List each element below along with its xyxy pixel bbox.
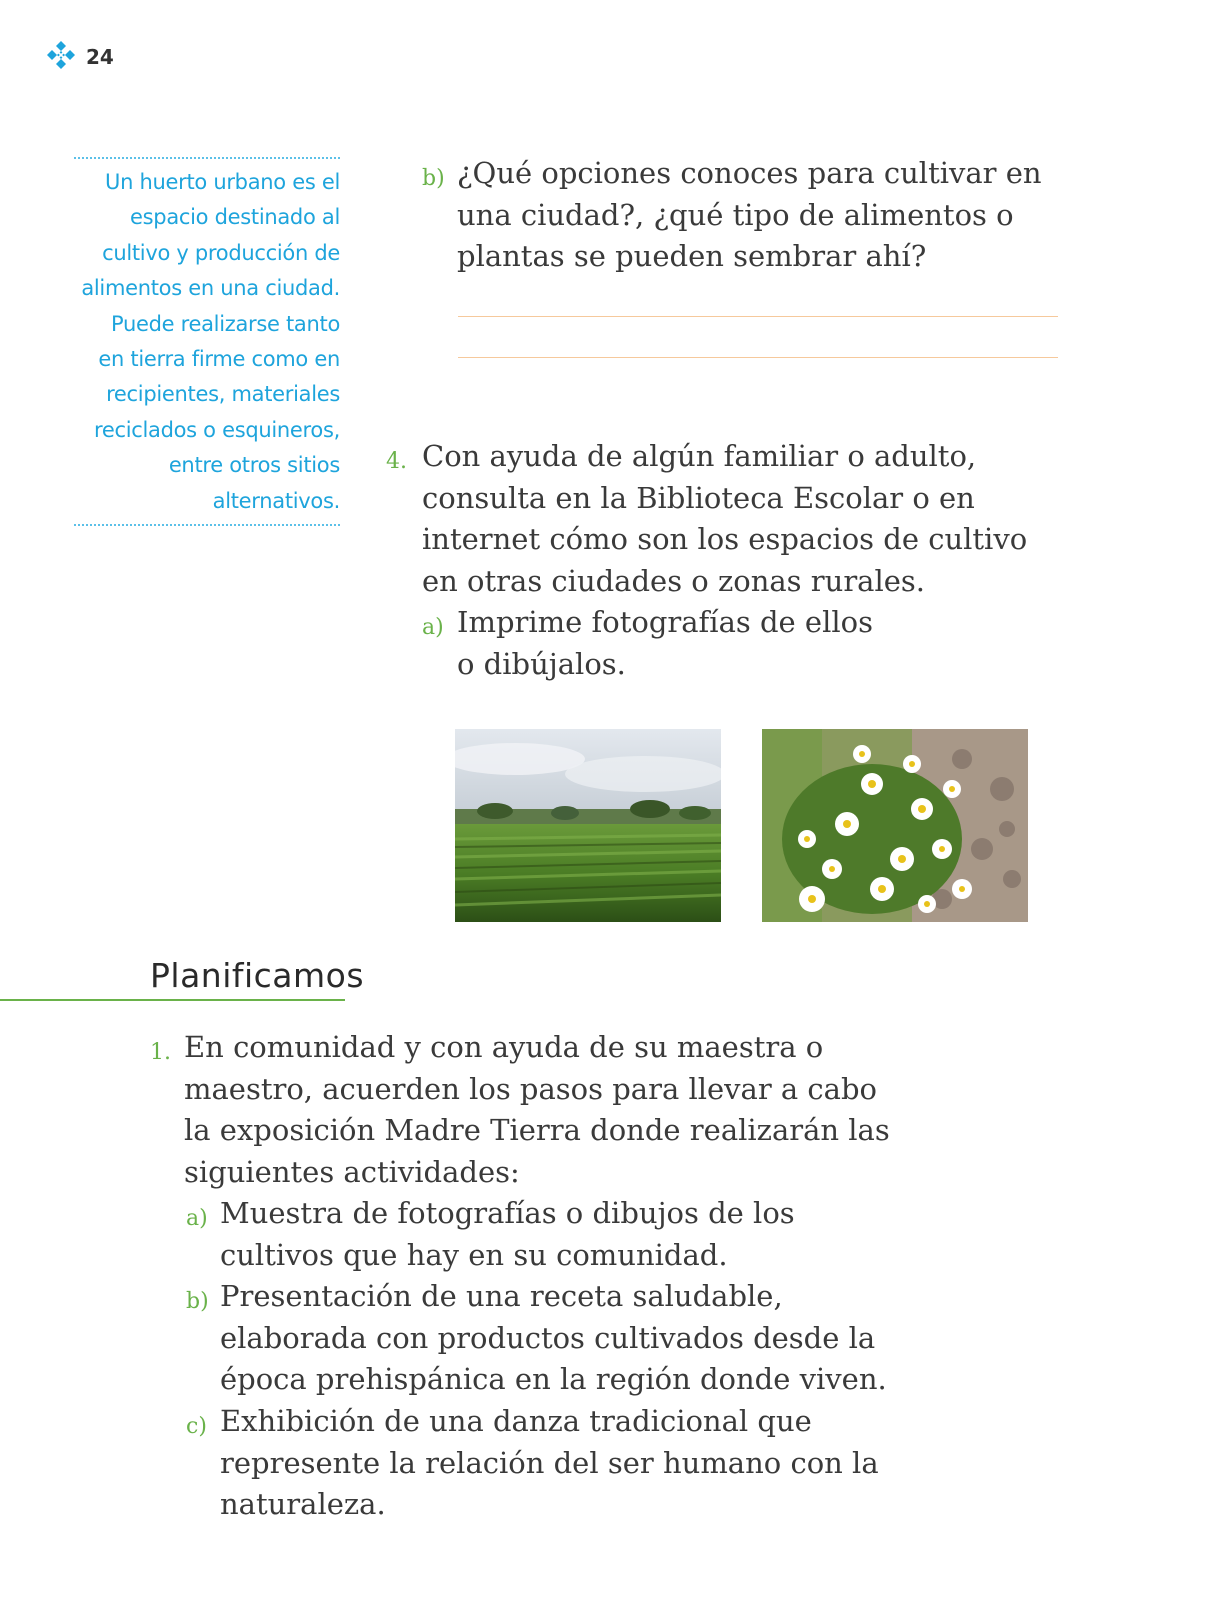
question-4-marker: 4. [386,449,407,474]
sidebar-line: alternativos. [212,488,340,513]
text-line: Imprime fotografías de ellos [457,605,873,639]
question-4a-text [457,602,873,685]
question-4-text [422,436,1027,602]
text-line: Exhibición de una danza tradicional que [220,1404,812,1438]
text-line: una ciudad?, ¿qué tipo de alimentos o [457,197,1014,232]
crop-field-photo [455,729,721,922]
text-line: Muestra de fotografías o dibujos de los [220,1196,795,1230]
sidebar-line: entre otros sitios [168,453,340,478]
question-b-text [457,153,1042,278]
text-line: En comunidad y con ayuda de su maestra o [184,1030,824,1064]
text-line: Presentación de una receta saludable, [220,1279,783,1313]
item-1-text [184,1027,890,1193]
cross-knot-icon [46,40,76,70]
answer-line-2[interactable] [458,357,1058,358]
text-line: en otras ciudades o zonas rurales. [422,563,926,598]
sidebar-line: reciclados o esquineros, [93,417,340,442]
text-line: represente la relación del ser humano con la [220,1445,879,1480]
item-1b-marker: b) [186,1289,209,1314]
question-4a-marker: a) [422,615,444,640]
sidebar-top-rule [74,157,340,159]
page-number: 24 [86,45,114,69]
item-1c-marker: c) [186,1414,207,1439]
text-line: ¿Qué opciones conoces para cultivar en [457,156,1042,190]
question-b-marker: b) [422,166,445,191]
item-1-marker: 1. [150,1040,171,1065]
item-1c-text [220,1401,879,1526]
sidebar-line: alimentos en una ciudad. [81,276,340,301]
item-1a-marker: a) [186,1206,208,1231]
sidebar-line: cultivo y producción de [102,240,340,265]
text-line: consulta en la Biblioteca Escolar o en [422,480,975,515]
text-line: elaborada con productos cultivados desde la [220,1320,876,1355]
text-line: maestro, acuerden los pasos para llevar a cabo [184,1071,877,1106]
section-rule [0,999,345,1001]
text-line: naturaleza. [220,1487,386,1521]
answer-line-1[interactable] [458,316,1058,317]
text-line: o dibújalos. [457,646,626,681]
item-1b-text [220,1276,887,1401]
text-line: Con ayuda de algún familiar o adulto, [422,439,977,473]
daisy-flowers-photo [762,729,1028,922]
section-title: Planificamos [150,956,365,995]
text-line: la exposición Madre Tierra donde realizarán las [184,1113,890,1147]
item-1a-text [220,1193,795,1276]
text-line: cultivos que hay en su comunidad. [220,1237,728,1272]
sidebar-line: en tierra firme como en [98,347,340,372]
sidebar-line: Un huerto urbano es el [105,170,340,194]
sidebar-note [74,165,340,519]
text-line: internet cómo son los espacios de cultivo [422,522,1028,556]
text-line: época prehispánica en la región donde viven. [220,1362,887,1396]
text-line: siguientes actividades: [184,1154,520,1189]
sidebar-line: espacio destinado al [130,205,340,230]
sidebar-bottom-rule [74,524,340,526]
sidebar-line: Puede realizarse tanto [110,311,340,336]
text-line: plantas se pueden sembrar ahí? [457,239,927,273]
sidebar-line: recipientes, materiales [106,382,340,407]
